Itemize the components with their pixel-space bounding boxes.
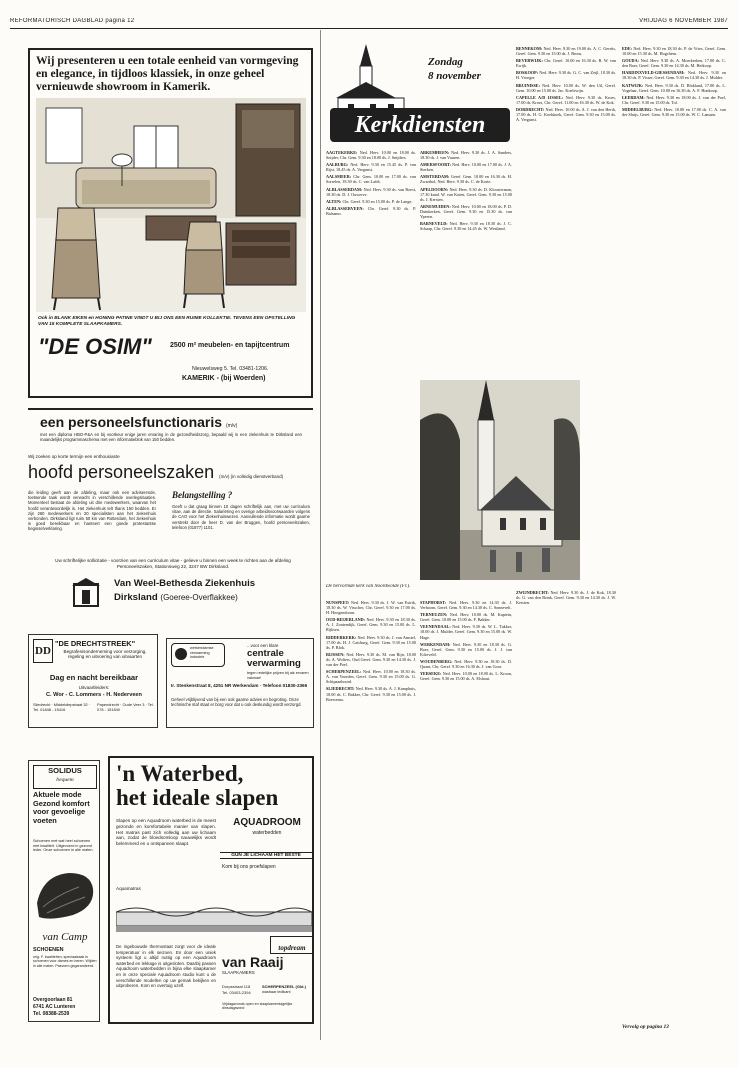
kerk-listing: ALBLASSERVEEN: Chr. Geref. 9.30 ds. P. Balsamo.: [326, 205, 416, 216]
centrale-pre: ...voor een klare: [247, 643, 279, 648]
solidus-brand-sub: bequem: [56, 777, 74, 783]
kerk-listing: ARKEMHEEN: Ned. Herv. 9.30 ds. J. A. Sanders, 18.30 ds. J. van Vuuren.: [420, 150, 512, 161]
vacancy-apply: Uw schriftelijke sollicitatie - voorzien van een curriculum vitae - gelieve u binnen een week te richten aan de afdeling Personeelszaken, Stationsweg 22, 3247 BW Dirksland.: [55, 558, 291, 569]
solidus-city: 6741 AC Lunteren: [33, 1004, 76, 1010]
kerk-listing-place: HARDINXVELD-GIESSENDAM:: [622, 70, 685, 76]
centrale-badge-text: werkendamse verwarming industrie: [190, 646, 214, 660]
vanraaij-phone: Tel. 03403-2394: [222, 990, 251, 995]
header-right: VRIJDAG 6 NOVEMBER 1987: [639, 18, 728, 24]
kerk-listing: DORDRECHT: Ned. Herv. 10.00 ds. A. J. van den Herik, 17.00 ds. H. G. Koekkoek, Geref. Gem. 9.30 en 15.00 ds. A. Vergunst.: [516, 106, 616, 123]
shoe-illustration: [33, 867, 97, 925]
kerk-listing: ARNEMUIDEN: Ned. Herv. 10.00 en 18.00 ds. P. D. Duinkerken, Geref. Gem. 9.30 en 15.30 ds. van Yperen.: [420, 203, 512, 220]
aquadroom-logo: [222, 816, 312, 846]
kerk-listing: YERSEKE: Ned. Herv. 10.00 en 18.00 ds. L. Kroon, Geref. Gem. 9.30 en 15.00 ds. A. Elshout.: [420, 671, 512, 682]
vacancy-region: (Goeree-Overflakkee): [160, 593, 238, 602]
kerk-listing-place: AALSMEER:: [326, 174, 352, 180]
kerk-listing-place: BEVERWIJK:: [516, 58, 543, 64]
drechtstreek-logo: DD: [33, 639, 53, 663]
kerk-listing-place: KATWIJK:: [622, 82, 644, 88]
solidus-title: Aktuele mode Gezond komfort voor gevoelige voeten: [33, 790, 90, 825]
vacancy-title-sub: (m/v) (in volledig dienstverband): [219, 474, 284, 479]
kerk-listing-place: YERSEKE:: [420, 671, 442, 677]
solidus-brand-box: [33, 765, 97, 789]
kerk-listing: BRUINISSE: Ned. Herv. 10.00 ds. W. den Uil, Geref. Gem. 10.00 en 15.00 ds. Jac. Koelewijn.: [516, 82, 616, 93]
vacancy-top-title-text: een personeelsfunctionaris: [40, 414, 223, 430]
osim-town: KAMERIK - (bij Woerden): [182, 375, 266, 382]
vacancy-top-sub: (m/v): [225, 423, 238, 429]
vacancy-place-line: [114, 592, 238, 603]
header-rule: [10, 28, 728, 29]
kerk-listing: TERNEUZEN: Ned. Herv. 10.00 ds. M. Kaptein, Geref. Gem. 10.00 en 15.00 ds. F. Bakker.: [420, 612, 512, 623]
kerk-listing: BOSKOOP: Ned. Herv. 9.30 ds. G. C. van Zeijl, 18.30 ds. H. Vroeger.: [516, 70, 616, 81]
aquadroom-brand: AQUADROOM: [233, 817, 301, 828]
kerk-listing-place: TERNEUZEN:: [420, 612, 448, 618]
kerk-listing-place: WOUDENBERG:: [420, 658, 453, 664]
osim-tagline: 2500 m² meubelen- en tapijtcentrum: [170, 342, 290, 349]
kerk-listing: OUD-BEIJERLAND: Ned. Herv. 9.30 en 18.30 ds. A. J. Zoutendijk, Geref. Gem. 9.30 en 15.00 ds. L. Rijksen.: [326, 617, 416, 633]
kerk-listing: AALSMEER: Chr. Gem. 10.00 en 17.00 ds. van Sorrelen, 18.30 ds. C. van Lafdt.: [326, 174, 416, 185]
osim-caption: Ook in BLANK EIKEN en HONING PATINE VINDT U BIJ ONS EEN RUIME KOLLEKTIE. TEVENS EEN OPSTELLING VAN 15 KOMPLETE SLAAPKAMERS.: [38, 316, 296, 327]
kerk-listing-place: GOUDA:: [622, 58, 639, 64]
kerk-col-6: [420, 600, 512, 1040]
aquamatras-diagram: [116, 890, 312, 936]
kerk-title: Kerkdiensten: [330, 108, 510, 142]
kerk-listing-place: RIDDERKERK:: [326, 634, 357, 640]
kerk-listing-place: BRUINISSE:: [516, 82, 540, 88]
kerk-listing-place: ARKEMHEEN:: [420, 150, 450, 155]
drechtstreek-addr2: Papendrecht · Oude Veer 3 · Tel. 078 - 151840: [97, 702, 154, 712]
kerk-listing-place: WERKENDAM:: [420, 641, 451, 647]
topdream-text: topdream: [278, 944, 306, 952]
kerk-listing: EDE: Ned. Herv. 9.30 en 18.30 ds. P. de Vries, Geref. Gem. 10.00 en 15.30 ds. M. Hogchem.: [622, 46, 726, 57]
vanraaij-name: van Raaij: [222, 954, 284, 970]
kerk-day: Zondag: [428, 56, 463, 68]
aquadroom-brand-sub: waterbedden: [252, 830, 282, 836]
kerk-listing-place: DORDRECHT:: [516, 106, 545, 112]
vacancy-place: Dirksland: [114, 592, 158, 603]
vanraaij-addr: Dorpsstraat 118: [222, 984, 251, 989]
kerk-listing-place: RIJSSEN:: [326, 651, 345, 657]
kerk-listing: GOUDA: Ned. Herv. 9.30 ds. A. Moerkerken, 17.00 ds. C. den Boer, Geref. Gem. 9.30 en 14.30 ds. M. Heikoop.: [622, 58, 726, 69]
kerk-listing-place: EDE:: [622, 46, 633, 51]
vacancy-title: [28, 462, 313, 487]
vacancy-left-text: die leiding geeft aan de afdeling, maar ook een adviserende, toetsende taak wordt verwacht in verschillende overlegsituaties. Momenteel bestaat de afdeling uit drie medewerkers, waarvan het hoofd verantwoordelijk is. Het ziekenhuis telt thans 150 bedden. Er zijn 260 medewerkers en 20 specialisten aan het ziekenhuis verbonden. Dirksland ligt ruim 50 km van Rotterdam, het ziekenhuis is goed bereikbaar en hanteert een goede protestantse beginselverklaring.: [28, 490, 156, 532]
kerk-listing: LEERDAM: Ned. Herv. 9.30 en 18.00 ds. J. van der Poel, Chr. Geref. 9.30 en 15.00 ds. Tol.: [622, 94, 726, 105]
centrale-badge-icon: [175, 648, 187, 660]
waterbed-slogan: GUN JE LICHAAM HET BESTE: [220, 852, 312, 859]
kerk-listing: VEENENDAAL: Ned. Herv. 9.30 ds. W. L. Tukker, 18.00 ds. J. Mulder, Geref. Gem. 9.30 en 15.00 ds. W. Hage.: [420, 624, 512, 640]
kerk-listing-place: AAGTEKERKE:: [326, 150, 358, 155]
waterbed-intro: Slapen op een Aquadroom waterbed is de meest gezonde en komfortabele manier van slapen. Het matras past zich volledig aan uw lichaam aan, zodat de bloedsomloop nauwelijks wordt belemmerd en u ontspannen slaapt.: [116, 818, 216, 847]
kerk-continued: Vervolg op pagina 13: [622, 1024, 669, 1030]
drechtstreek-names: C. Wor - C. Lommers - H. Nederveen: [46, 692, 142, 698]
solidus-ad: [28, 760, 100, 1022]
page-header: [10, 18, 728, 28]
kerk-col-3: [516, 46, 616, 576]
osim-headline: Wij presenteren u een totale eenheid van vormgeving en elegance, in tijdloos klassiek, in onze geheel vernieuwde showroom in Kamerik.: [36, 54, 299, 93]
vacancy-ad: [28, 408, 313, 623]
kerk-listing: KATWIJK: Ned. Herv. 9.30 ds. D. Blokland, 17.00 ds. L. Vogelaar, Geref. Gem. 10.00 en 16.30 ds. A. F. Honkoop.: [622, 82, 726, 93]
osim-brand: "DE OSIM": [38, 334, 152, 359]
drechtstreek-tagline: Dag en nacht bereikbaar: [49, 673, 139, 682]
osim-room-illustration: [36, 98, 306, 312]
osim-ad: [28, 48, 313, 398]
column-divider: [320, 30, 321, 1040]
kerk-listing-place: AMSTERDAM:: [420, 174, 450, 180]
kerk-listing-place: ALBLASSERDAM:: [326, 186, 363, 192]
kerk-listing: WERKENDAM: Ned. Herv. 9.30 en 18.30 ds. G. Boer, Geref. Gem. 9.30 en 15.00 ds. J. J. van Eckeveld.: [420, 641, 512, 657]
kerk-listing: CAPELLE A/D IJSSEL: Ned. Herv. 9.30 ds. Kroes, 17.00 ds. Kroes, Chr. Geref. 11.00 en 16.30 ds. W. de Kok.: [516, 94, 616, 105]
kerk-listing: RIDDERKERK: Ned. Herv. 9.30 ds. J. van Amstel, 17.00 ds. H. J. Catsburg, Geref. Gem. 9.30 en 15.00 ds. P. Blok.: [326, 634, 416, 650]
kerk-col-2: [420, 150, 512, 378]
kerk-listing-place: SLIEDRECHT:: [326, 686, 355, 692]
kerk-listing: ZWIJNDRECHT: Ned. Herv. 9.30 ds. J. de Kok, 18.30 ds. G. van den Brink, Geref. Gem. 9.30 en 14.30 ds. J. W. Kersten.: [516, 590, 616, 606]
kerk-listing: BARNEVELD: Ned. Herv. 9.30 en 18.30 ds. J. C. Schaap, Chr. Geref. 9.30 en 14.45 ds. W. Westland.: [420, 221, 512, 232]
kerk-listing-place: BOSKOOP:: [516, 70, 539, 76]
kerk-listing: SLIEDRECHT: Ned. Herv. 9.30 ds. A. J. Kamphuis, 18.00 ds. C. Bakker, Chr. Geref. 9.30 en 15.00 ds. J. Boersema.: [326, 686, 416, 702]
vanraaij-sub: SLAAPKAMERS: [222, 970, 255, 975]
vanraaij-note: wasbaar ledikant: [262, 990, 291, 994]
osim-address: Nieuwelsweg 5. Tel. 03481-1206.: [192, 366, 269, 372]
kerk-listing-place: BARNEVELD:: [420, 221, 448, 227]
kerk-listing-place: APELDOORN:: [420, 186, 449, 192]
solidus-shop: van Camp: [42, 931, 88, 943]
kerk-listing-place: AMERSFOORT:: [420, 162, 451, 168]
centrale-badge: [171, 643, 225, 667]
drechtstreek-title: "DE DRECHTSTREEK": [55, 639, 136, 648]
kerk-listing: STAPHORST: Ned. Herv. 9.30 en 14.30 ds. J. Verboom, Geref. Gem. 9.30 en 14.30 ds. C. Sonnevelt.: [420, 600, 512, 611]
drechtstreek-addr1: Sliedrecht · Middeldiepstraat 32 · Tel. 01848 - 15416: [33, 702, 91, 712]
kerk-listing: APELDOORN: Ned. Herv. 9.30 ds. D. Kloosterman, 17.30 kand. W. van Koten, Geref. Gem. 9.30 en 15.00 ds. J. Kersten.: [420, 186, 512, 202]
kerk-listing: BEVERWIJK: Chr. Geref. 10.00 en 16.30 ds. R. W. van Ewijk.: [516, 58, 616, 69]
kerk-listing-place: AALBURG:: [326, 162, 349, 168]
kerk-listing: NUNSPEET: Ned. Herv. 9.30 ds. J. W. van Estrik, 18.30 ds. W. Visscher, Chr. Geref. 9.30 en 17.00 ds. H. Hoogendoorn.: [326, 600, 416, 616]
kerk-listing-place: LEERDAM:: [622, 94, 645, 100]
kerk-listing-place: SCHERPENZEEL:: [326, 669, 362, 675]
vacancy-interest: Belangstelling ?: [172, 490, 233, 500]
hospital-logo: [68, 576, 104, 608]
kerk-date: 8 november: [428, 70, 481, 82]
kerk-listing-place: CAPELLE A/D IJSSEL:: [516, 94, 564, 100]
kerk-listing-place: ZWIJNDRECHT:: [516, 590, 549, 595]
kerk-col-4: [622, 46, 726, 1050]
kerk-listing-place: VEENENDAAL:: [420, 624, 451, 630]
centrale-text: Geheel vrijblijvend van bij een ook gaarne advies en begroting. Onze technische staf staat er borg voor dat u ook deskundig wordt verzorgd.: [171, 697, 302, 707]
drechtstreek-subtitle: Begrafenisonderneming voor verzorging, regeling en uitvoering van uitvaarten: [63, 649, 147, 660]
kerk-col-1: [326, 150, 416, 578]
centrale-title: centrale verwarming: [247, 648, 301, 669]
vacancy-top-text: met een diploma HBO-P&A en bij voorkeur enige jaren ervaring in de gezondheidszorg, bepaald wij in een ziekenhuis te Dirksland een maandelijks programmaschema met een informatieblok van 150 bedden.: [40, 432, 302, 443]
kerk-listing-place: ALBLASSERVEEN:: [326, 205, 364, 211]
drechtstreek-label: Uitvaartleiders:: [78, 685, 110, 690]
kerk-listing: MIDDELBURG: Ned. Herv. 10.00 en 17.00 ds. C. A. van der Sluijs, Geref. Gem. 9.30 en 15.00 ds. W. C. Lamain.: [622, 106, 726, 118]
kerk-listing: WOUDENBERG: Ned. Herv. 9.30 en 18.30 ds. D. Quant, Chr. Geref. 9.30 en 16.30 ds. J. van Goor.: [420, 658, 512, 670]
kerk-listing: ALBLASSERDAM: Ned. Herv. 9.30 ds. van Roest, 18.30 ds. D. J. Ouwerve.: [326, 186, 416, 197]
waterbed-ad: [108, 756, 314, 1024]
kerk-listing: ALTEN: Chr. Geref. 9.30 en 15.00 ds. P. de Lange.: [326, 198, 413, 204]
topdream-badge: [270, 936, 314, 954]
centrale-verwarming-ad: [166, 638, 314, 728]
solidus-list: orig. F. kwaliteiten, speciaalzaak in schoenen voor dames en heren. Wijden in alle maten. Pasvorm gegarandeerd.: [33, 955, 97, 968]
solidus-shop-label: SCHOENEN: [33, 947, 64, 953]
church-photo-caption: De hervormde kerk van Noordwolde (Fr.).: [326, 584, 411, 589]
waterbed-try: Kom bij ons proefslapen: [222, 864, 276, 870]
solidus-address: Overgoorlaan 81: [33, 997, 73, 1003]
kerk-listing-place: ARNEMUIDEN:: [420, 203, 451, 209]
waterbed-footnote: Vrijdagavonds open en slaapkamerdagelijks dinsdagavond: [222, 1002, 293, 1011]
solidus-text: Schoenen met wat heel schoenen met kwaliteit. Uitgevoerd in gezond leder. Onze schoenen in alle maten.: [33, 839, 94, 853]
vacancy-org: Van Weel-Bethesda Ziekenhuis: [114, 578, 256, 589]
kerk-listing-place: BENNEKOM:: [516, 46, 543, 51]
kerk-listing: BENNEKOM: Ned. Herv. 9.30 en 19.00 ds. A. C. Gerrits, Geref. Gem. 9.30 en 15.00 ds. J. Brons.: [516, 46, 616, 57]
kerk-listing: AAGTEKERKE: Ned. Herv. 10.00 en 18.00 ds. Snijder, Chr. Gem. 9.30 en 18.00 ds. J. Snijders.: [326, 150, 416, 161]
vacancy-title-text: hoofd personeelszaken: [28, 462, 215, 482]
waterbed-bottom-text: De ingebouwde thermostaat zorgt voor de ideale temperatuur in elk seizoen. En door een uniek systeem ligt u altijd nuttig op een Aquadroom waterbed en lekkage is uitgesloten. Daarbij passen Aquadroom waterbedden in bijna elke slaapkamer en in onze speciale Aquadroom studio kunt u de verschillende modellen op uw gemak bekijken en uitproberen. Kom en overtuig uzelf.: [116, 944, 216, 989]
kerk-col-5: [326, 600, 416, 1040]
vacancy-top-title: [40, 414, 237, 430]
kerk-listing-place: OUD-BEIJERLAND:: [326, 617, 366, 623]
centrale-sub: tegen redelijke prijzen bij als ervaren vakman!: [247, 671, 309, 680]
solidus-phone: Tel. 08388-2539: [33, 1011, 70, 1017]
aquamatras-label: Aquamatras: [116, 886, 141, 891]
vanraaij-city: SCHERPENZEEL (Gld.): [262, 984, 306, 989]
kerk-listing-place: ALTEN:: [326, 198, 342, 204]
kerk-col-7: [516, 590, 616, 1040]
kerk-listing: RIJSSEN: Ned. Herv. 9.30 ds. M. van Rijn, 18.00 ds. A. Wolters, Oud Geref. Gem. 9.30 en 14.30 ds. J. van der Poel.: [326, 651, 416, 668]
kerk-listing-place: NUNSPEET:: [326, 600, 350, 605]
vanraaij-logo: [222, 954, 312, 975]
vacancy-right-text: Geeft u dat graag binnen 10 dagen schriftelijk aan, met uw curriculum vitae, aan de directie. Salariëring en overige arbeidsvoorwaarden volgens de CAO voor het Ziekenhuiswezen. Aanvullende informatie wordt gaarne verstrekt door de heer D. van der Bruggen, hoofd personeelszaken, telefoon (01877) 1101.: [172, 504, 310, 530]
centrale-address: Ir. Stenkenstraat 8, 4251 NR Werkendam · Telefoon 01830-2366: [171, 683, 308, 688]
kerk-listing: SCHERPENZEEL: Ned. Herv. 10.00 en 18.30 ds. A. van Voorden, Geref. Gem. 9.30 en 15.00 ds. G. Schipaanboord.: [326, 669, 416, 685]
waterbed-title-line2: het ideale slapen: [116, 785, 279, 810]
solidus-brand: SOLIDUS: [48, 766, 82, 775]
waterbed-title: [116, 762, 312, 810]
drechtstreek-ad: [28, 634, 158, 728]
kerk-listing: HARDINXVELD-GIESSENDAM: Ned. Herv. 9.30 en 18.30 ds. P. Visser, Geref. Gem. 9.30 en 14.30 ds. J. Mulder.: [622, 70, 726, 81]
kerk-listing: AMERSFOORT: Ned. Herv. 10.00 en 17.00 ds. J. A. Sterken.: [420, 162, 512, 173]
vacancy-lead: Wij zoeken op korte termijn een enthousiaste: [28, 454, 120, 459]
header-left: REFORMATORISCH DAGBLAD pagina 12: [10, 18, 135, 24]
kerk-listing-place: STAPHORST:: [420, 600, 447, 605]
kerk-listing: AALBURG: Ned. Herv. 9.30 en 15.45 ds. P. van Rijst, 18.45 ds. A. Vergunst.: [326, 162, 416, 173]
kerk-listing: AMSTERDAM: Geref. Gem. 10.00 en 16.30 ds. H. Zwartbol, Ned. Herv. 9.30 ds. C. de Korte.: [420, 174, 512, 185]
kerk-listing-place: MIDDELBURG:: [622, 106, 653, 112]
waterbed-title-line1: 'n Waterbed,: [116, 761, 244, 786]
